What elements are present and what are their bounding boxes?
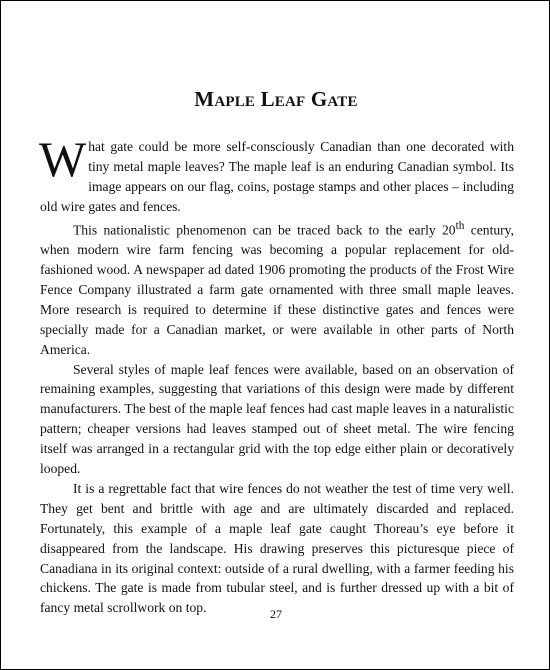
paragraph-1-text: hat gate could be more self-consciously Canadian than one decorated with tiny metal maple leaves? The maple leaf is an enduring Canadian symbol. Its image appears on our flag, coins, postage stamps and other places – including old wire gates and fences. xyxy=(40,139,514,214)
paragraph-2-text-a: This nationalistic phenomenon can be traced back to the early 20 xyxy=(73,222,456,238)
paragraph-4 xyxy=(40,479,514,618)
superscript-ordinal: th xyxy=(455,219,465,232)
paragraph-2 xyxy=(40,217,514,360)
paragraph-3 xyxy=(40,360,514,479)
paragraph-1 xyxy=(39,131,514,217)
paragraph-2-text-b: century, when modern wire farm fencing was becoming a popular replacement for old-fashioned wood. A newspaper ad dated 1906 promoting the products of the Frost Wire Fence Company illustrated a farm gate ornamented with three small maple leaves. More research is required to determine if these distinctive gates and fences were specially made for a Canadian market, or were available in other parts of North America. xyxy=(40,222,514,357)
page-title: Maple Leaf Gate xyxy=(194,87,358,111)
body-text xyxy=(39,131,514,618)
page-number: 27 xyxy=(270,607,282,621)
paragraph-3-text: Several styles of maple leaf fences were available, based on an observation of remaining examples, suggesting that variations of this design were made by different manufacturers. The best of the maple leaf fences had cast maple leaves in a naturalistic pattern; cheaper versions had leaves stamped out of sheet metal. The wire fencing itself was arranged in a rectangular grid with the top edge either plain or decoratively looped. xyxy=(40,361,514,477)
paragraph-4-text: It is a regrettable fact that wire fences do not weather the test of time very well. They get bent and brittle with age and are ultimately discarded and replaced. Fortunately, this example of a maple leaf gate caught Thoreau’s eye before it disappeared from the landscape. His drawing preserves this picturesque piece of Canadiana in its original context: outside of a rural dwelling, with a farmer feeding his chickens. The gate is made from tubular steel, and is further dressed up with a bit of fancy metal scrollwork on top. xyxy=(40,480,514,616)
drop-cap: W xyxy=(39,131,87,187)
